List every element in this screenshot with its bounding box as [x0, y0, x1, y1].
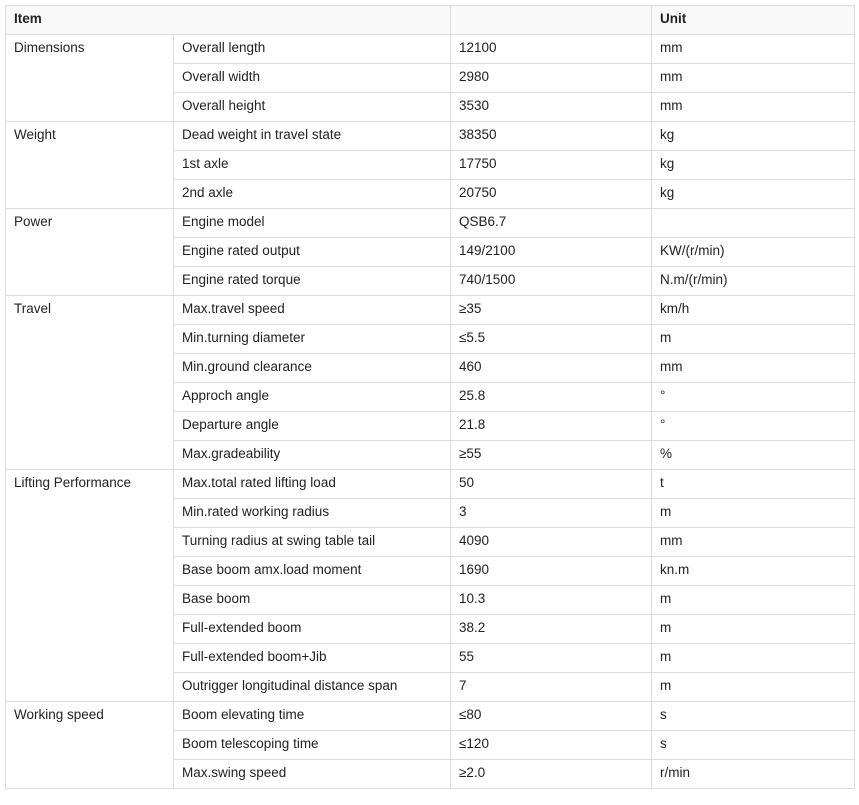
parameter-name-cell: Overall length	[174, 35, 451, 64]
category-cell: Travel	[6, 296, 174, 470]
parameter-value-cell: 25.8	[451, 383, 652, 412]
parameter-unit-cell: t	[652, 470, 855, 499]
table-row	[6, 122, 855, 151]
parameter-value-cell: 10.3	[451, 586, 652, 615]
parameter-name-cell: Min.ground clearance	[174, 354, 451, 383]
parameter-name-cell: Max.total rated lifting load	[174, 470, 451, 499]
parameter-name-cell: Base boom	[174, 586, 451, 615]
category-cell: Lifting Performance	[6, 470, 174, 702]
parameter-unit-cell: s	[652, 702, 855, 731]
parameter-value-cell: 17750	[451, 151, 652, 180]
category-cell: Weight	[6, 122, 174, 209]
parameter-unit-cell: °	[652, 412, 855, 441]
parameter-unit-cell: m	[652, 644, 855, 673]
parameter-name-cell: Engine rated output	[174, 238, 451, 267]
parameter-value-cell: 20750	[451, 180, 652, 209]
parameter-unit-cell: %	[652, 441, 855, 470]
specifications-table	[5, 5, 855, 789]
table-row	[6, 470, 855, 499]
parameter-name-cell: 2nd axle	[174, 180, 451, 209]
parameter-unit-cell: m	[652, 325, 855, 354]
parameter-unit-cell: mm	[652, 354, 855, 383]
parameter-name-cell: Engine rated torque	[174, 267, 451, 296]
parameter-value-cell: 2980	[451, 64, 652, 93]
parameter-unit-cell: m	[652, 673, 855, 702]
parameter-name-cell: Min.rated working radius	[174, 499, 451, 528]
header-value	[451, 6, 652, 35]
parameter-name-cell: Outrigger longitudinal distance span	[174, 673, 451, 702]
parameter-unit-cell: m	[652, 615, 855, 644]
parameter-value-cell: 38350	[451, 122, 652, 151]
category-cell: Working speed	[6, 702, 174, 789]
parameter-unit-cell: mm	[652, 35, 855, 64]
parameter-value-cell: 1690	[451, 557, 652, 586]
parameter-unit-cell: kg	[652, 122, 855, 151]
parameter-value-cell: 50	[451, 470, 652, 499]
parameter-value-cell: ≤5.5	[451, 325, 652, 354]
parameter-value-cell: 3530	[451, 93, 652, 122]
parameter-value-cell: 149/2100	[451, 238, 652, 267]
parameter-name-cell: Max.swing speed	[174, 760, 451, 789]
parameter-name-cell: 1st axle	[174, 151, 451, 180]
parameter-value-cell: ≥35	[451, 296, 652, 325]
parameter-value-cell: ≤80	[451, 702, 652, 731]
parameter-name-cell: Base boom amx.load moment	[174, 557, 451, 586]
parameter-name-cell: Max.gradeability	[174, 441, 451, 470]
parameter-name-cell: Dead weight in travel state	[174, 122, 451, 151]
parameter-name-cell: Boom elevating time	[174, 702, 451, 731]
parameter-value-cell: QSB6.7	[451, 209, 652, 238]
parameter-name-cell: Boom telescoping time	[174, 731, 451, 760]
parameter-unit-cell: KW/(r/min)	[652, 238, 855, 267]
parameter-name-cell: Engine model	[174, 209, 451, 238]
parameter-unit-cell: r/min	[652, 760, 855, 789]
parameter-value-cell: ≤120	[451, 731, 652, 760]
parameter-unit-cell: m	[652, 499, 855, 528]
header-item: Item	[6, 6, 451, 35]
parameter-value-cell: 460	[451, 354, 652, 383]
parameter-unit-cell: mm	[652, 528, 855, 557]
parameter-unit-cell	[652, 209, 855, 238]
header-unit: Unit	[652, 6, 855, 35]
table-row	[6, 35, 855, 64]
table-row	[6, 296, 855, 325]
parameter-name-cell: Departure angle	[174, 412, 451, 441]
parameter-unit-cell: N.m/(r/min)	[652, 267, 855, 296]
parameter-name-cell: Overall width	[174, 64, 451, 93]
category-cell: Dimensions	[6, 35, 174, 122]
table-row	[6, 702, 855, 731]
parameter-value-cell: 38.2	[451, 615, 652, 644]
parameter-unit-cell: m	[652, 586, 855, 615]
parameter-value-cell: 740/1500	[451, 267, 652, 296]
table-body	[6, 35, 855, 789]
parameter-unit-cell: s	[652, 731, 855, 760]
parameter-value-cell: 3	[451, 499, 652, 528]
parameter-value-cell: ≥55	[451, 441, 652, 470]
parameter-name-cell: Approch angle	[174, 383, 451, 412]
parameter-value-cell: 4090	[451, 528, 652, 557]
parameter-value-cell: 12100	[451, 35, 652, 64]
table-row	[6, 209, 855, 238]
parameter-name-cell: Min.turning diameter	[174, 325, 451, 354]
parameter-unit-cell: km/h	[652, 296, 855, 325]
parameter-unit-cell: kg	[652, 180, 855, 209]
parameter-name-cell: Full-extended boom	[174, 615, 451, 644]
parameter-value-cell: 21.8	[451, 412, 652, 441]
parameter-unit-cell: mm	[652, 64, 855, 93]
category-cell: Power	[6, 209, 174, 296]
table-header-row	[6, 6, 855, 35]
parameter-unit-cell: °	[652, 383, 855, 412]
parameter-unit-cell: mm	[652, 93, 855, 122]
parameter-unit-cell: kg	[652, 151, 855, 180]
parameter-name-cell: Full-extended boom+Jib	[174, 644, 451, 673]
parameter-value-cell: 55	[451, 644, 652, 673]
parameter-name-cell: Overall height	[174, 93, 451, 122]
parameter-unit-cell: kn.m	[652, 557, 855, 586]
parameter-name-cell: Turning radius at swing table tail	[174, 528, 451, 557]
parameter-value-cell: 7	[451, 673, 652, 702]
parameter-name-cell: Max.travel speed	[174, 296, 451, 325]
parameter-value-cell: ≥2.0	[451, 760, 652, 789]
